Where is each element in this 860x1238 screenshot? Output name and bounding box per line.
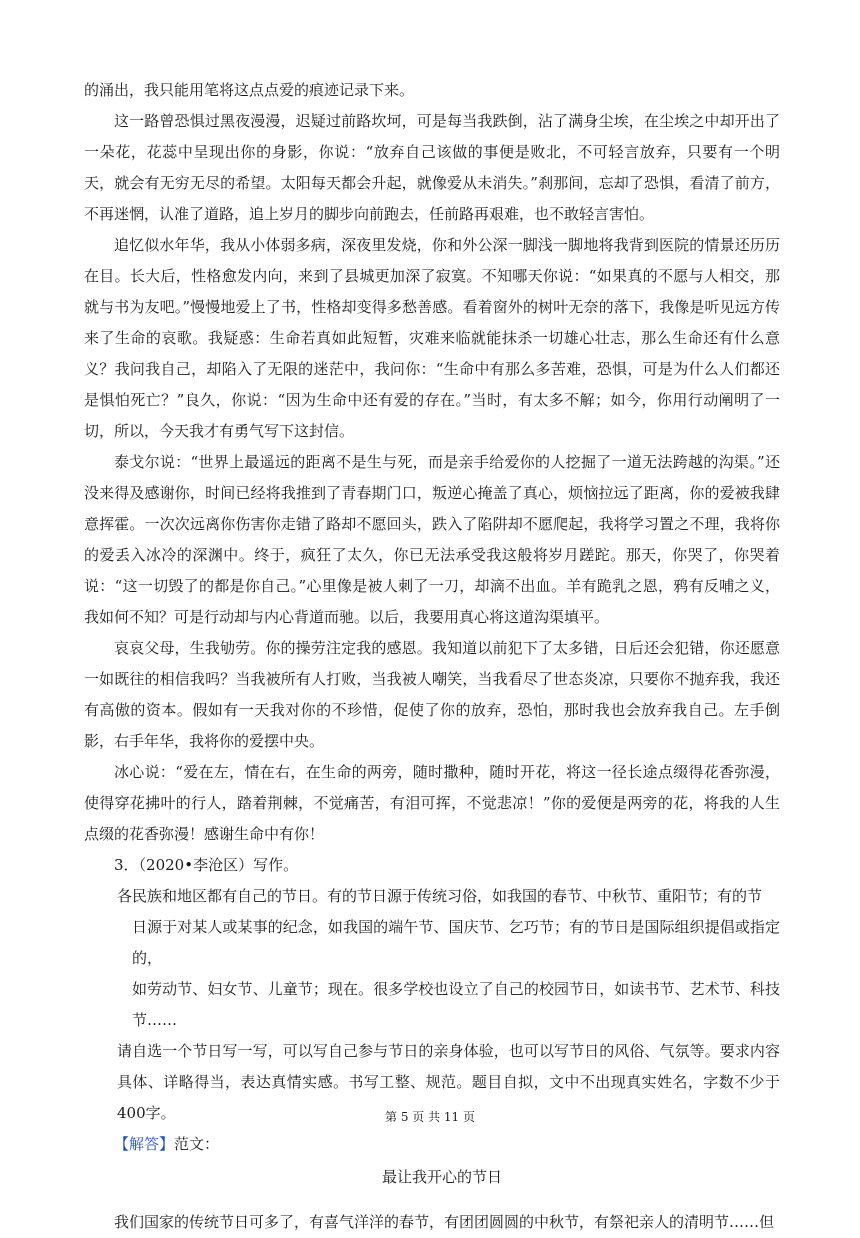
answer-tag: 【解答】 xyxy=(114,1135,175,1153)
paragraph-childhood-memory: 追忆似水年华，我从小体弱多病，深夜里发烧，你和外公深一脚浅一脚地将我背到医院的情景还历历在目。长大后，性格愈发内向，来到了县城更加深了寂寞。不知哪天你说：“如果真的不愿与人相交，那就与书为友吧。”慢慢地爱上了书，性格却变得多愁善感。看着窗外的树叶无奈的落下，我像是听见远方传来了生命的哀歌。我疑惑：生命若真如此短暂，灾难来临就能抹杀一切雄心壮志，那么生命还有什么意义？我问我自己，却陷入了无限的迷茫中，我问你：“生命中有那么多苦难，恐惧，可是为什么人们都还是惧怕死亡？”良久，你说：“因为生命中还有爱的存在。”当时，有太多不解；如今，你用行动阐明了一切，所以，今天我才有勇气写下这封信。 xyxy=(84,236,780,440)
answer-label: 范文： xyxy=(174,1135,220,1153)
topic-line: 各民族和地区都有自己的节日。有的节日源于传统习俗，如我国的春节、中秋节、重阳节；有的节 xyxy=(117,887,763,905)
question-number: 3．（2020•李沧区）写作。 xyxy=(114,856,299,874)
essay-first-paragraph: 我们国家的传统节日可多了，有喜气洋洋的春节，有团团圆圆的中秋节，有祭祀亲人的清明节……但 xyxy=(114,1213,775,1231)
answer-header xyxy=(84,1129,780,1160)
paragraph-bingxin-quote: 冰心说：“爱在左，情在右，在生命的两旁，随时撒种，随时开花，将这一径长途点缀得花香弥漫，使得穿花拂叶的行人，踏着荆棘，不觉痛苦，有泪可挥，不觉悲凉！”你的爱便是两旁的花，将我的人生点缀的花香弥漫！感谢生命中有你！ xyxy=(84,763,780,843)
question-topic xyxy=(84,881,780,1036)
paragraph-tagore-quote: 泰戈尔说：“世界上最遥远的距离不是生与死，而是亲手给爱你的人挖掘了一道无法跨越的沟渠。”还没来得及感谢你，时间已经将我推到了青春期门口，叛逆心掩盖了真心，烦恼拉远了距离，你的爱被我肆意挥霍。一次次远离你伤害你走错了路却不愿回头，跌入了陷阱却不愿爬起，我将学习置之不理，我将你的爱丢入冰冷的深渊中。终于，疯狂了太久，你已无法承受我这般将岁月蹉跎。那天，你哭了，你哭着说：“这一切毁了的都是你自己。”心里像是被人刺了一刀，却滴不出血。羊有跪乳之恩，鸦有反哺之义，我如何不知？可是行动却与内心背道而驰。以后，我要用真心将这道沟渠填平。 xyxy=(84,453,780,626)
topic-line: 如劳动节、妇女节、儿童节；现在。很多学校也设立了自己的校园节日，如读书节、艺术节、科技节…… xyxy=(132,980,780,1029)
page-footer: 第 5 页 共 11 页 xyxy=(385,1110,475,1124)
topic-line: 日源于对某人或某事的纪念，如我国的端午节、国庆节、乞巧节；有的节日是国际组织提倡或指定的， xyxy=(132,918,780,967)
paragraph-continuation: 的涌出，我只能用笔将这点点爱的痕迹记录下来。 xyxy=(84,81,415,99)
document-body xyxy=(84,75,780,1238)
paragraph-night-journey: 这一路曾恐惧过黑夜漫漫，迟疑过前路坎坷，可是每当我跌倒，沾了满身尘埃，在尘埃之中却开出了一朵花，花蕊中呈现出你的身影，你说：“放弃自己该做的事便是败北，不可轻言放弃，只要有一个明天，就会有无穷无尽的希望。太阳每天都会升起，就像爱从未消失。”刹那间，忘却了恐惧，看清了前方，不再迷惘，认准了道路，追上岁月的脚步向前跑去，任前路再艰难，也不敢轻言害怕。 xyxy=(84,112,780,223)
paragraph-parents-gratitude: 哀哀父母，生我劬劳。你的操劳注定我的感恩。我知道以前犯下了太多错，日后还会犯错，你还愿意一如既往的相信我吗？当我被所有人打败，当我被人嘲笑，当我看尽了世态炎凉，只要你不抛弃我，我还有高傲的资本。假如有一天我对你的不珍惜，促使了你的放弃，恐怕，那时我也会放弃我自己。左手倒影，右手年华，我将你的爱摆中央。 xyxy=(84,639,780,750)
question-requirement: 请自选一个节日写一写，可以写自己参与节日的亲身体验，也可以写节日的风俗、气氛等。要求内容具体、详略得当，表达真情实感。书写工整、规范。题目自拟，文中不出现真实姓名，字数不少于400字。 xyxy=(117,1042,780,1122)
essay-title: 最让我开心的节日 xyxy=(381,1168,502,1186)
